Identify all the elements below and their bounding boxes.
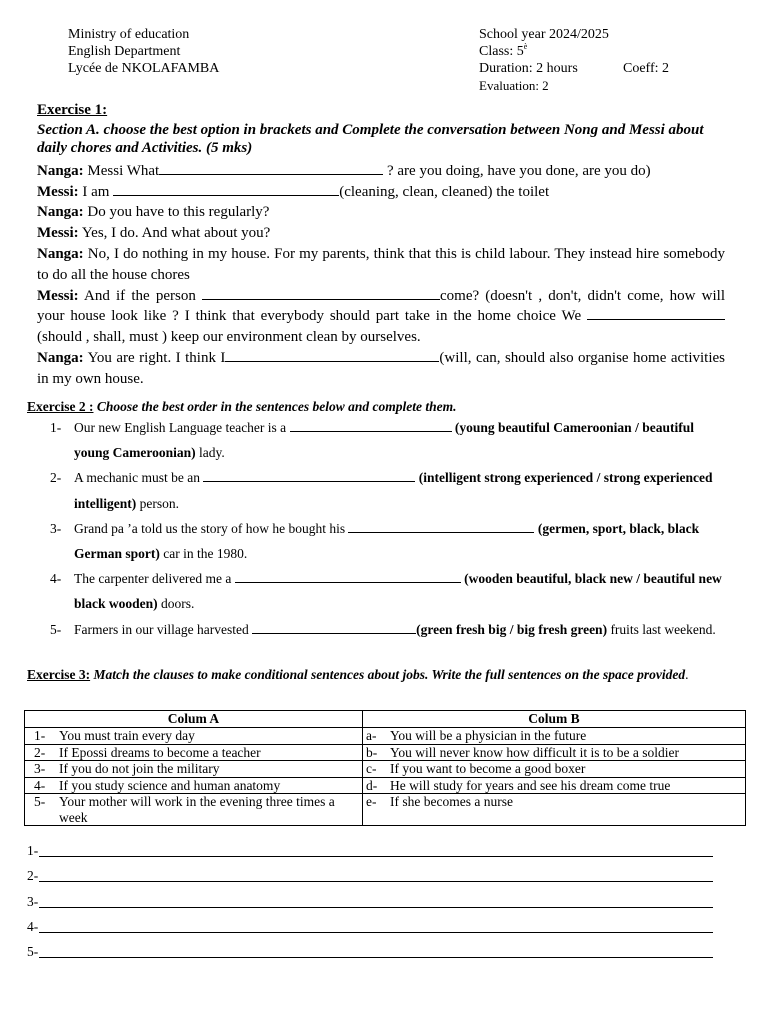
list-item [27, 566, 727, 616]
writing-line[interactable] [39, 881, 713, 882]
speaker-label: Nanga: [37, 245, 84, 262]
clause-text: If you do not join the military [59, 761, 220, 776]
clause-text: You must train every day [59, 728, 195, 743]
dialogue-text: (will, can, should also organise home activities in my own house. [37, 349, 725, 387]
table-header-row [25, 711, 746, 728]
school-year: School year 2024/2025 [479, 27, 609, 42]
answer-blank[interactable] [159, 161, 383, 175]
clause-text: You will never know how difficult it is to be a soldier [390, 744, 679, 760]
exercise-2 [27, 398, 727, 642]
item-text: person. [136, 495, 179, 511]
item-number: 2- [50, 470, 62, 486]
dialogue-text: ? are you doing, have you done, are you do) [383, 162, 651, 179]
answer-label: 4- [27, 918, 39, 934]
clause-number: 4- [34, 777, 46, 793]
speaker-label: Messi: [37, 225, 79, 242]
item-number: 4- [50, 571, 62, 587]
answer-blank[interactable] [348, 519, 534, 533]
item-options: (wooden beautiful, black new / beautiful new black wooden) [74, 571, 722, 612]
dialogue-text: And if the person [78, 287, 202, 304]
item-options: (green fresh big / big fresh green) [416, 621, 608, 637]
header-exam-info [479, 26, 749, 94]
column-b-cell [363, 728, 746, 745]
exercise-1-instruction: Section A. choose the best option in brackets and Complete the conversation between Nong and Messi about daily chores and Activities. (5 mks) [37, 121, 704, 156]
answer-blank[interactable] [203, 468, 415, 482]
dialogue-text: (should , shall, must ) keep our environment clean by ourselves. [37, 329, 421, 346]
writing-line[interactable] [39, 957, 713, 958]
class-label: Class: 5 [479, 44, 524, 59]
dialogue-text: come? (doesn't , don't, didn't come, how will your house look like ? I think that everybody should part take in the home choice We [37, 287, 726, 325]
item-text: doors. [157, 596, 195, 612]
exercise-1 [37, 100, 725, 390]
school-name: Lycée de NKOLAFAMBA [68, 61, 220, 76]
clause-text: If you study science and human anatomy [59, 777, 281, 793]
list-item [27, 415, 727, 465]
item-text: Farmers in our village harvested [74, 621, 253, 637]
matching-table [24, 710, 746, 826]
dialogue-text: (cleaning, clean, cleaned) the toilet [339, 183, 550, 200]
item-options: (intelligent strong experienced / strong experienced intelligent) [74, 470, 713, 511]
dialogue-line [37, 161, 725, 182]
answer-line-1 [27, 842, 713, 867]
item-text: The carpenter delivered me a [74, 571, 235, 587]
exercise-3-heading [27, 666, 727, 683]
department-text: English Department [68, 44, 181, 59]
column-b-cell [363, 761, 746, 778]
item-text: fruits last weekend. [607, 621, 716, 637]
instruction-period: . [685, 667, 689, 682]
answer-label: 1- [27, 843, 39, 858]
dialogue-line [37, 223, 725, 244]
item-text: car in the 1980. [159, 546, 248, 562]
column-b-cell [363, 794, 746, 826]
list-item [27, 617, 727, 642]
clause-text: If she becomes a nurse [390, 794, 513, 809]
column-b-cell [363, 744, 746, 761]
clause-text: If you want to become a good boxer [390, 761, 586, 776]
dialogue-line [37, 182, 725, 203]
dialogue-text: You are right. I think I [83, 349, 226, 366]
dialogue-line [37, 286, 725, 348]
item-number: 1- [50, 420, 62, 435]
list-item [27, 465, 727, 515]
exercise-2-title: Exercise 2 : [27, 399, 94, 414]
clause-number: 5- [34, 794, 46, 809]
exercise-2-list [27, 415, 727, 642]
evaluation-text: Evaluation: 2 [479, 78, 549, 93]
dialogue-text: I am [78, 183, 114, 200]
speaker-label: Messi: [37, 183, 79, 200]
exercise-3-instruction: Match the clauses to make conditional sentences about jobs. Write the full sentences on the space provided [90, 667, 686, 682]
class-info [479, 43, 749, 60]
answer-blank[interactable] [587, 306, 693, 320]
column-a-cell [25, 744, 363, 761]
dialogue-text: Messi What [83, 162, 160, 179]
speaker-label: Messi: [37, 287, 79, 304]
duration-text: Duration: 2 hours [479, 61, 578, 76]
class-superscript: è [523, 42, 528, 51]
speaker-label: Nanga: [37, 349, 84, 366]
item-number: 5- [50, 621, 62, 637]
clause-letter: b- [366, 744, 378, 760]
clause-number: 3- [34, 761, 46, 776]
clause-text: Your mother will work in the evening three times a week [59, 794, 335, 825]
clause-text: If Epossi dreams to become a teacher [59, 744, 261, 760]
writing-line[interactable] [39, 856, 713, 857]
answer-blank[interactable] [113, 182, 339, 196]
dialogue-text: Do you have to this regularly? [83, 204, 270, 221]
dialogue-text: Yes, I do. And what about you? [78, 225, 271, 242]
item-options: (germen, sport, black, black German sport) [74, 520, 700, 562]
item-number: 3- [50, 520, 62, 536]
column-a-header: Colum A [25, 711, 363, 728]
answer-label: 2- [27, 868, 39, 884]
column-a-cell [25, 794, 363, 826]
speaker-label: Nanga: [37, 204, 84, 221]
clause-letter: d- [366, 777, 378, 793]
dialogue-line [37, 348, 725, 390]
answer-line-3 [27, 893, 713, 918]
writing-line[interactable] [39, 932, 713, 933]
item-text: lady. [195, 445, 225, 461]
answer-label: 5- [27, 944, 39, 960]
answer-blank[interactable] [225, 348, 439, 362]
duration-coeff-row [479, 60, 749, 77]
answer-blank-continued[interactable] [693, 306, 725, 320]
item-options: (young beautiful Cameroonian / beautiful young Cameroonian) [74, 420, 694, 461]
exercise-2-heading [27, 398, 727, 415]
coeff-text: Coeff: 2 [623, 61, 670, 76]
table-row [25, 761, 746, 778]
exercise-1-title: Exercise 1: [37, 102, 108, 118]
exercise-3-title: Exercise 3: [27, 667, 91, 682]
clause-letter: c- [366, 761, 377, 776]
item-text: Grand pa ’a told us the story of how he bought his [74, 520, 349, 536]
clause-number: 2- [34, 744, 46, 760]
clause-number: 1- [34, 728, 46, 743]
answer-blank[interactable] [235, 569, 461, 583]
column-b-header: Colum B [363, 711, 746, 728]
exercise-3 [27, 666, 727, 683]
column-b-cell [363, 777, 746, 794]
column-a-cell [25, 761, 363, 778]
dialogue-line [37, 244, 725, 286]
speaker-label: Nanga: [37, 162, 84, 179]
item-text: Our new English Language teacher is a [74, 420, 290, 435]
answer-line-5 [27, 943, 713, 968]
writing-line[interactable] [39, 907, 713, 908]
table-row [25, 728, 746, 745]
answer-blank[interactable] [252, 620, 416, 634]
item-text: A mechanic must be an [74, 470, 204, 486]
clause-text: You will be a physician in the future [390, 728, 587, 743]
dialogue-text: No, I do nothing in my house. For my parents, think that this is child labour. They instead hire somebody to do all the house chores [37, 245, 725, 283]
answer-label: 3- [27, 893, 39, 909]
answer-blank[interactable] [290, 418, 452, 432]
column-a-cell [25, 728, 363, 745]
header-institution [68, 26, 219, 77]
clause-text: He will study for years and see his dream come true [390, 777, 671, 793]
exercise-2-instruction: Choose the best order in the sentences below and complete them. [93, 399, 457, 414]
table-row [25, 777, 746, 794]
answer-blank[interactable] [202, 286, 440, 300]
answer-lines [27, 842, 713, 968]
dialogue-line [37, 202, 725, 223]
table-row [25, 794, 746, 826]
column-a-cell [25, 777, 363, 794]
answer-line-4 [27, 918, 713, 943]
clause-letter: e- [366, 794, 377, 809]
ministry-text: Ministry of education [68, 27, 190, 42]
list-item [27, 516, 727, 566]
clause-letter: a- [366, 728, 377, 743]
table-row [25, 744, 746, 761]
answer-line-2 [27, 867, 713, 892]
